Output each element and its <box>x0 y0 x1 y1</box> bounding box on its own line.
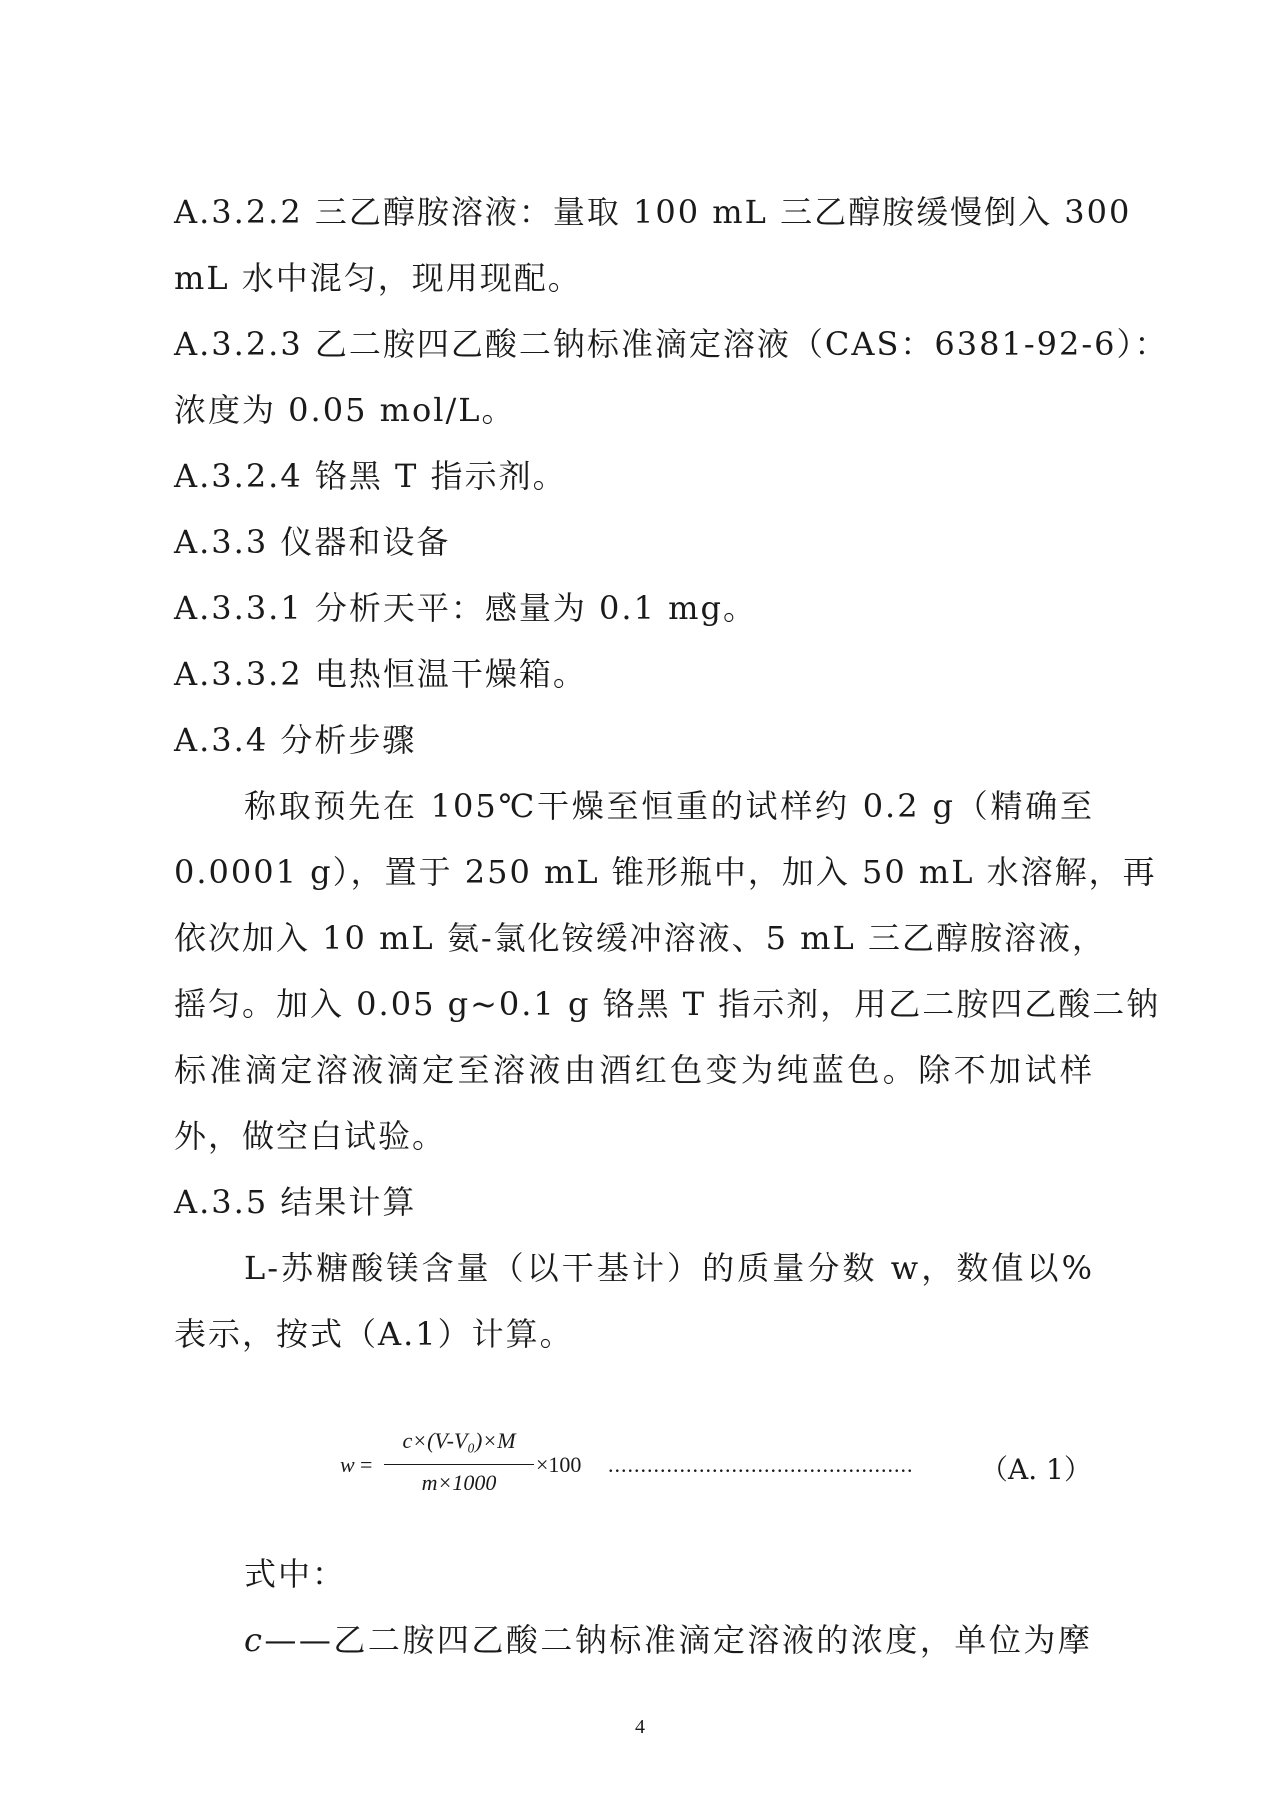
paragraph-line: L-苏糖酸镁含量（以干基计）的质量分数 w，数值以% <box>244 1249 1094 1287</box>
formula-label: （A. 1） <box>980 1453 1092 1486</box>
paragraph-line: 表示，按式（A.1）计算。 <box>174 1315 574 1353</box>
page-number: 4 <box>635 1716 645 1738</box>
variable-symbol: c <box>244 1621 265 1659</box>
paragraph-line: 0.0001 g），置于 250 mL 锥形瓶中，加入 50 mL 水溶解，再 <box>174 853 1157 891</box>
formula-a1 <box>340 1428 1100 1508</box>
where-label: 式中： <box>244 1555 347 1593</box>
variable-description: ——乙二胺四乙酸二钠标准滴定溶液的浓度，单位为摩 <box>264 1621 1093 1659</box>
section-heading: A.3.4 分析步骤 <box>174 721 417 759</box>
paragraph-line: 外，做空白试验。 <box>174 1117 447 1155</box>
paragraph-line: A.3.2.4 铬黑 T 指示剂。 <box>174 457 567 495</box>
paragraph-line: 浓度为 0.05 mol/L。 <box>174 391 516 429</box>
variable-definition <box>244 1620 1094 1660</box>
paragraph-line: A.3.3.2 电热恒温干燥箱。 <box>174 655 587 693</box>
formula-denominator: m×1000 <box>421 1470 497 1495</box>
paragraph-line: 标准滴定溶液滴定至溶液由酒红色变为纯蓝色。除不加试样 <box>174 1051 1094 1089</box>
paragraph-line: 依次加入 10 mL 氨-氯化铵缓冲溶液、5 mL 三乙醇胺溶液， <box>174 919 1106 957</box>
formula-leader-dots: ............................................... <box>608 1452 914 1477</box>
formula-equals: = <box>360 1452 373 1477</box>
paragraph-line: A.3.2.3 乙二胺四乙酸二钠标准滴定溶液（CAS：6381-92-6）： <box>174 325 1169 363</box>
section-heading: A.3.5 结果计算 <box>174 1183 417 1221</box>
paragraph-line: 摇匀。加入 0.05 g~0.1 g 铬黑 T 指示剂，用乙二胺四乙酸二钠 <box>174 985 1161 1023</box>
paragraph-line: 称取预先在 105℃干燥至恒重的试样约 0.2 g（精确至 <box>244 787 1094 825</box>
formula-multiplier: ×100 <box>536 1452 582 1477</box>
paragraph-line: A.3.2.2 三乙醇胺溶液：量取 100 mL 三乙醇胺缓慢倒入 300 <box>174 193 1132 231</box>
paragraph-line: mL 水中混匀，现用现配。 <box>174 259 582 297</box>
paragraph-line: A.3.3.1 分析天平：感量为 0.1 mg。 <box>174 589 757 627</box>
formula-lhs: w <box>340 1452 355 1477</box>
fraction-bar <box>384 1464 534 1465</box>
section-heading: A.3.3 仪器和设备 <box>174 523 451 561</box>
formula-numerator: c×(V-V₀)×M <box>402 1428 516 1453</box>
